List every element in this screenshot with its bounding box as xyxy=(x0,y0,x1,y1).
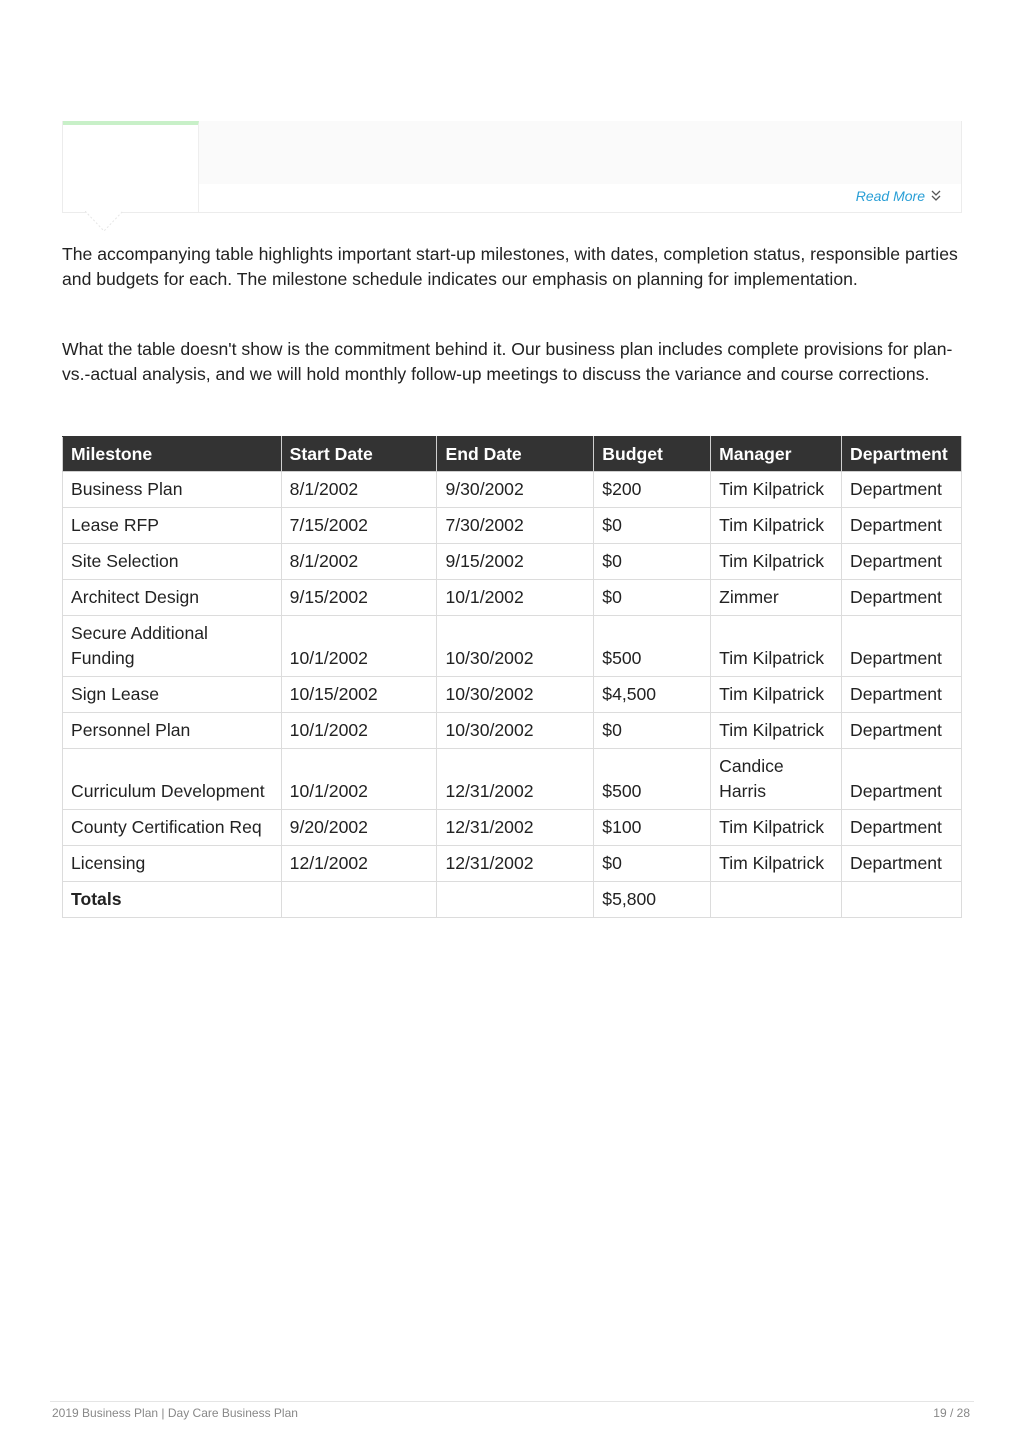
table-cell: Department xyxy=(841,677,961,713)
table-row xyxy=(63,580,962,616)
table-cell: Tim Kilpatrick xyxy=(711,677,842,713)
table-cell: Candice Harris xyxy=(711,749,842,810)
table-cell: Tim Kilpatrick xyxy=(711,846,842,882)
table-cell: 10/30/2002 xyxy=(437,677,594,713)
table-cell: 8/1/2002 xyxy=(281,472,437,508)
table-cell: 12/31/2002 xyxy=(437,810,594,846)
table-row xyxy=(63,810,962,846)
commitment-paragraph: What the table doesn't show is the commitment behind it. Our business plan includes complete provisions for plan-vs.-actual analysis, and we will hold monthly follow-up meetings to discuss the variance and course corrections. xyxy=(62,339,953,384)
table-cell: $0 xyxy=(594,508,711,544)
totals-cell: $5,800 xyxy=(594,882,711,918)
table-cell: County Certification Req xyxy=(63,810,282,846)
table-cell: Department xyxy=(841,713,961,749)
table-cell: 12/31/2002 xyxy=(437,846,594,882)
table-cell: 10/1/2002 xyxy=(281,616,437,677)
table-cell: $500 xyxy=(594,616,711,677)
table-cell: $100 xyxy=(594,810,711,846)
table-row xyxy=(63,508,962,544)
table-cell: 9/15/2002 xyxy=(437,544,594,580)
table-cell: 12/31/2002 xyxy=(437,749,594,810)
table-row xyxy=(63,616,962,677)
card-thumbnail xyxy=(63,121,199,212)
footer-document-title: 2019 Business Plan | Day Care Business Plan xyxy=(52,1406,298,1420)
table-row xyxy=(63,677,962,713)
table-cell: Lease RFP xyxy=(63,508,282,544)
table-cell: Department xyxy=(841,810,961,846)
table-cell: Tim Kilpatrick xyxy=(711,544,842,580)
table-cell: Personnel Plan xyxy=(63,713,282,749)
column-header: Budget xyxy=(594,437,711,472)
table-cell: Department xyxy=(841,846,961,882)
table-cell: $500 xyxy=(594,749,711,810)
table-cell: Tim Kilpatrick xyxy=(711,616,842,677)
totals-cell xyxy=(711,882,842,918)
table-cell: 9/15/2002 xyxy=(281,580,437,616)
read-more-label[interactable]: Read More xyxy=(855,188,925,204)
table-cell: 10/1/2002 xyxy=(281,749,437,810)
table-cell: Tim Kilpatrick xyxy=(711,713,842,749)
table-cell: 12/1/2002 xyxy=(281,846,437,882)
totals-label: Totals xyxy=(63,882,282,918)
table-row xyxy=(63,544,962,580)
table-cell: 9/30/2002 xyxy=(437,472,594,508)
table-cell: Department xyxy=(841,508,961,544)
table-cell: Site Selection xyxy=(63,544,282,580)
table-cell: Business Plan xyxy=(63,472,282,508)
table-cell: 8/1/2002 xyxy=(281,544,437,580)
intro-paragraph: The accompanying table highlights important start-up milestones, with dates, completion status, responsible parties and budgets for each. The milestone schedule indicates our emphasis on planning for implementation. xyxy=(62,244,958,289)
table-cell: Tim Kilpatrick xyxy=(711,472,842,508)
table-cell: 9/20/2002 xyxy=(281,810,437,846)
read-more-card xyxy=(62,121,962,213)
table-cell: 7/30/2002 xyxy=(437,508,594,544)
table-cell: Tim Kilpatrick xyxy=(711,810,842,846)
table-cell: $0 xyxy=(594,713,711,749)
column-header: Department xyxy=(841,437,961,472)
table-cell: 7/15/2002 xyxy=(281,508,437,544)
table-cell: $200 xyxy=(594,472,711,508)
table-cell: Licensing xyxy=(63,846,282,882)
table-row xyxy=(63,713,962,749)
table-cell: Curriculum Development xyxy=(63,749,282,810)
table-cell: $0 xyxy=(594,580,711,616)
totals-cell xyxy=(841,882,961,918)
totals-cell xyxy=(281,882,437,918)
table-cell: 10/15/2002 xyxy=(281,677,437,713)
read-more-link[interactable] xyxy=(856,188,941,204)
table-row xyxy=(63,472,962,508)
double-chevron-down-icon xyxy=(931,190,941,202)
table-cell: Sign Lease xyxy=(63,677,282,713)
table-cell: Department xyxy=(841,580,961,616)
milestones-table xyxy=(62,436,962,918)
table-cell: Zimmer xyxy=(711,580,842,616)
table-header-row xyxy=(63,437,962,472)
table-cell: Tim Kilpatrick xyxy=(711,508,842,544)
table-cell: $0 xyxy=(594,846,711,882)
table-cell: Department xyxy=(841,749,961,810)
column-header: Start Date xyxy=(281,437,437,472)
totals-row xyxy=(63,882,962,918)
table-cell: $4,500 xyxy=(594,677,711,713)
column-header: Manager xyxy=(711,437,842,472)
table-cell: 10/30/2002 xyxy=(437,616,594,677)
table-cell: 10/30/2002 xyxy=(437,713,594,749)
column-header: End Date xyxy=(437,437,594,472)
footer-page-number: 19 / 28 xyxy=(933,1406,970,1420)
table-cell: Architect Design xyxy=(63,580,282,616)
table-cell: 10/1/2002 xyxy=(437,580,594,616)
table-row xyxy=(63,846,962,882)
table-cell: 10/1/2002 xyxy=(281,713,437,749)
table-row xyxy=(63,749,962,810)
column-header: Milestone xyxy=(63,437,282,472)
table-cell: Secure Additional Funding xyxy=(63,616,282,677)
table-cell: Department xyxy=(841,616,961,677)
card-content-area xyxy=(199,121,961,184)
table-cell: $0 xyxy=(594,544,711,580)
footer-divider xyxy=(50,1401,974,1402)
card-pointer xyxy=(85,211,123,233)
table-cell: Department xyxy=(841,544,961,580)
totals-cell xyxy=(437,882,594,918)
table-cell: Department xyxy=(841,472,961,508)
